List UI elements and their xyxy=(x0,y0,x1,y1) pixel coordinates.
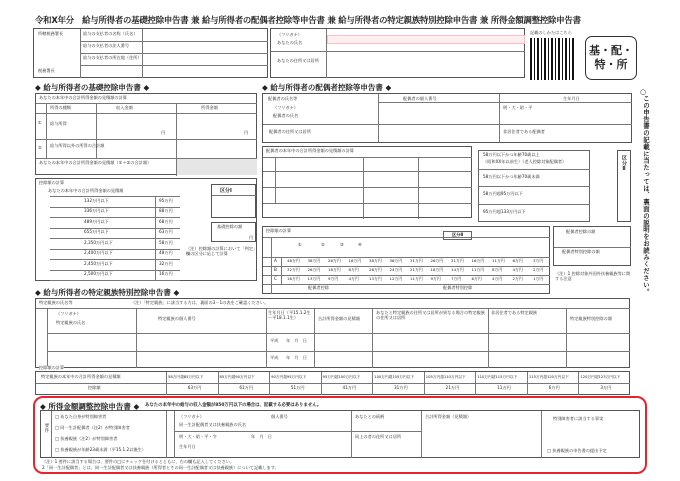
s3-amount-2: 51万円 xyxy=(290,385,305,390)
s3-calc-row2: 控除額 xyxy=(88,385,101,390)
s4-col-address: 同上の者の住所又は居所 xyxy=(355,434,402,439)
s4-opt4: 扶養親族が年齢23歳未満（平15.1.2以後生） xyxy=(60,447,146,452)
s3-amount-3: 41万円 xyxy=(342,385,357,390)
s2-cell-vc-3: 4万円 xyxy=(348,276,359,281)
s1-a2: 88万円 xyxy=(159,208,173,213)
s2-row-c: C xyxy=(274,276,277,281)
s1-kubun-box xyxy=(211,184,256,218)
s4-col-birth: 生年月日 xyxy=(179,444,196,449)
s3-divider-4 xyxy=(372,372,373,395)
s4-heading-text: 所得金額調整控除申告書 xyxy=(48,402,131,411)
s2-deduction-calc: 控除額の計算 xyxy=(266,228,292,233)
s2-heading-text: 給与所得者の配偶者控除等申告書 xyxy=(270,83,383,92)
s2-cell-vc-6: 11万円 xyxy=(410,276,423,281)
s3-furigana: （フリガナ） xyxy=(56,311,81,316)
s3-name-hint: （注）「特定親族」に該当する方は、裏面の3－1の表をご確認ください。 xyxy=(131,300,269,305)
s3-ymd-1: 年 月 日 xyxy=(286,338,307,343)
s1-k3: 489万円以下 xyxy=(84,219,109,224)
s2-deduction-row: 配偶者控除 xyxy=(308,285,329,290)
s1-deduction-calc: 控除額の計算 xyxy=(39,180,65,185)
s3-estimate: 合計所得金額の見積額 xyxy=(318,316,360,321)
s3-divider-6 xyxy=(475,372,476,395)
s2-cell-va-11: 6万円 xyxy=(512,258,523,263)
s2-cell-vc-2: 9万円 xyxy=(328,276,339,281)
s1-a5: 58万円 xyxy=(159,240,173,245)
s2-spouse-name-label: 配偶者の氏名 xyxy=(273,113,299,118)
s2-cell-vc-12: 1万円 xyxy=(533,276,544,281)
s3-era-2: 平成 xyxy=(270,355,279,360)
s3-range-0: 58万円超85万円以下 xyxy=(168,375,204,379)
s1-k2: 336万円以下 xyxy=(84,208,109,213)
s2-r4: 95万円超133万円以下 xyxy=(483,209,526,214)
s2-kubun2-label: 区分Ⅱ xyxy=(443,231,472,240)
s3-ymd-2: 年 月 日 xyxy=(286,355,307,360)
s1-k1: 132万円以下 xyxy=(84,198,109,203)
s3-relative-number: 特定親族の個人番号 xyxy=(158,316,196,321)
s4-opt4-row[interactable]: □ 扶養親族が年齢23歳未満（平15.1.2以後生） xyxy=(55,447,146,452)
s1-a6: 48万円 xyxy=(159,250,173,255)
s1-deduction-box xyxy=(35,178,257,281)
s2-cell-vb-10: 8万円 xyxy=(492,267,503,272)
s2-cell-va-3: 16万円 xyxy=(348,258,362,263)
s4-opt2: 同一生計配偶者（注2）が特別障害者 xyxy=(60,425,130,430)
s2-cell-vb-2: 18万円 xyxy=(328,267,341,272)
s2-cell-vb-11: 4万円 xyxy=(512,267,523,272)
s4-ymd: 年 月 日 xyxy=(251,434,272,439)
s2-cell-va-8: 21万円 xyxy=(451,258,464,263)
s1-kubun-note: （注）控除額の計算において「判定」欄の区分に応じて計算 xyxy=(186,246,256,256)
s2-cell-vb-8: 14万円 xyxy=(451,267,464,272)
s3-divider-1 xyxy=(218,372,219,395)
s3-amount-4: 31万円 xyxy=(394,385,408,390)
s2-cell-va-6: 31万円 xyxy=(410,258,423,263)
s4-chk-right: 扶養親族の申告書の提出予定 xyxy=(552,448,607,453)
s3-divider-7 xyxy=(527,372,528,395)
s2-cell-va-2: 26万円 xyxy=(328,258,341,263)
s1-income-calc: あなたの本年中の合計所得金額の見積額の計算 xyxy=(39,95,127,100)
s3-range-2: 90万円超95万円以下 xyxy=(271,375,307,379)
s4-chk-right-row[interactable]: □ 扶養親族の申告書の提出予定 xyxy=(547,448,607,453)
s1-k8: 2,500万円以下 xyxy=(84,271,113,276)
s3-amount-6: 11万円 xyxy=(497,385,511,390)
s2-cell-va-7: 26万円 xyxy=(430,258,444,263)
s1-k7: 2,450万円以下 xyxy=(84,261,113,266)
s4-subheading: あなたの本年中の給与の収入金額が850万円以下の場合は、記載する必要はありません。 xyxy=(145,403,322,408)
s1-row2-num: ② xyxy=(38,145,42,150)
s2-special-row: 配偶者特別控除 xyxy=(443,285,473,290)
s1-col-shotoku: 所得金額 xyxy=(201,105,218,110)
s2-cell-va-1: 38万円 xyxy=(307,258,321,263)
s3-name-label: 特定親族の氏名等 xyxy=(39,300,73,305)
s4-opt1-row[interactable]: □ あなた自身が特別障害者 xyxy=(55,414,107,419)
s1-heading-text: 給与所得者の基礎控除申告書 xyxy=(43,83,141,92)
s4-note1: （注）1 要件に該当する場合は、要件の□にチェックを付けるとともに、右の欄も記入してください。 xyxy=(42,459,235,464)
s1-basic-yen: 円 xyxy=(249,235,254,240)
self-block xyxy=(270,28,525,78)
s2-cell-vb-4: 26万円 xyxy=(369,267,382,272)
s2-spouse-number: 配偶者の個人番号 xyxy=(403,96,437,101)
s4-opt1: あなた自身が特別障害者 xyxy=(60,414,107,419)
s1-income-box xyxy=(35,93,257,175)
payer-address-label: 給与の支払者の所在地（住所） xyxy=(83,55,142,60)
s3-heading: ◆ 給与所得者の特定親族特別控除申告書 ◆ xyxy=(35,288,180,297)
s1-kubun: 区分Ⅰ xyxy=(220,188,232,194)
s2-cell-vc-5: 12万円 xyxy=(389,276,403,281)
s2-cell-va-5: 36万円 xyxy=(389,258,403,263)
s2-hdr2: ② xyxy=(321,242,325,247)
s3-divider-2 xyxy=(269,372,270,395)
s2-deduction-box xyxy=(262,226,550,294)
office-suffix: 税務署長 xyxy=(38,68,55,73)
s3-range-6: 110万円超115万円以下 xyxy=(477,375,518,379)
s3-address: あなたと特定親族の住所又は居所が異なる場合の特定親族の住所又は居所 xyxy=(376,310,485,320)
s2-cell-vb-7: 18万円 xyxy=(430,267,444,272)
s2-address-label: 配偶者の住所又は居所 xyxy=(269,129,311,134)
s2-cell-vc-0: 16万円 xyxy=(287,276,300,281)
s2-cell-vb-12: 2万円 xyxy=(533,267,544,272)
s2-cell-vc-1: 13万円 xyxy=(307,276,321,281)
side-note: この申告書の記載に当たっては、裏面の説明をお読みください。 xyxy=(642,95,650,296)
s3-range-4: 100万円超105万円以下 xyxy=(374,375,415,379)
s2-r2: 58万円以下かつ年齢70歳未満 xyxy=(483,174,540,179)
s2-cell-vb-0: 32万円 xyxy=(287,267,300,272)
s3-calc-box xyxy=(35,365,630,395)
s3-amount-0: 63万円 xyxy=(187,385,202,390)
s2-furigana: （フリガナ） xyxy=(273,105,298,110)
s2-judge-table xyxy=(478,150,588,222)
s4-col-relationship: あなたとの続柄 xyxy=(355,414,385,419)
s2-hdr3: ③ xyxy=(340,242,344,247)
s3-calc-label: 特定親族の本年中の合計所得金額の見積額 xyxy=(41,374,121,379)
s3-box xyxy=(35,298,630,368)
s1-k6: 2,400万円以下 xyxy=(84,250,113,255)
s2-spouse-box xyxy=(262,93,632,143)
s2-row-b: B xyxy=(274,267,277,272)
s2-income-box xyxy=(262,146,472,218)
form-title: 令和X年分 給与所得者の基礎控除申告書 兼 給与所得者の配偶者控除等申告書 兼 給与所得者の特定親族特別控除申告書 兼 所得金額調整控除申告書 xyxy=(35,15,581,25)
s2-kubun: 区分Ⅱ xyxy=(621,155,627,173)
office-label: 所轄税務署長 xyxy=(38,31,64,36)
s3-special-amount: 特定親族特別控除の額 xyxy=(570,316,612,321)
s2-cell-vc-9: 6万円 xyxy=(471,276,482,281)
s1-total-estimate: あなたの本年中の合計所得金額の見積額（①＋②の合計額） xyxy=(39,160,152,165)
s2-heading: ◆ 給与所得者の配偶者控除等申告書 ◆ xyxy=(262,83,392,92)
s3-amount-7: 6万円 xyxy=(548,385,560,390)
s4-special-disability: 特別障害者に該当する事実 xyxy=(553,416,604,421)
s3-nonresident: 非居住者である特定親族 xyxy=(491,310,538,315)
s2-cell-va-4: 38万円 xyxy=(369,258,382,263)
s3-birth: 生年月日（平15.1.2生～平18.1.1生） xyxy=(268,310,311,320)
your-address-label: あなたの住所又は居所 xyxy=(277,58,319,63)
qr-caption: 記載のしかたはこちら xyxy=(530,30,572,35)
s2-note: （注）1 控除対象外国外扶養親族等に関する注意 xyxy=(555,271,631,281)
s3-range-7: 115万円超120万円以下 xyxy=(528,375,569,379)
s3-range-1: 85万円超90万円以下 xyxy=(219,375,255,379)
s3-range-5: 105万円超110万円以下 xyxy=(425,375,466,379)
s3-era-1: 平成 xyxy=(270,338,279,343)
s1-k5: 2,350万円以下 xyxy=(84,240,113,245)
s2-cell-vb-5: 24万円 xyxy=(389,267,403,272)
furigana-label: （フリガナ） xyxy=(277,32,302,37)
payer-number-label: 給与の支払者の法人番号 xyxy=(83,43,130,48)
s1-col-kind: 所得の種類 xyxy=(50,105,71,110)
s2-cell-va-12: 3万円 xyxy=(533,258,544,263)
s1-a1: 95万円 xyxy=(159,198,173,203)
payer-block xyxy=(33,28,268,78)
s4-col-furigana: （フリガナ） xyxy=(179,414,204,419)
s3-amount-1: 61万円 xyxy=(239,385,254,390)
s4-col-number: 個人番号 xyxy=(271,414,288,419)
s2-cell-va-0: 48万円 xyxy=(287,258,300,263)
s2-r1: 58万円以下かつ年齢70歳以上 xyxy=(483,152,540,157)
s3-heading-text: 給与所得者の特定親族特別控除申告書 xyxy=(43,288,171,297)
s3-amount-5: 21万円 xyxy=(445,385,460,390)
s1-heading: ◆ 給与所得者の基礎控除申告書 ◆ xyxy=(35,83,150,92)
your-name-label: あなたの氏名 xyxy=(277,40,303,45)
s1-row1: 給与所得 xyxy=(50,121,67,126)
s1-yen-1: 円 xyxy=(161,130,166,135)
s2-kubun-box xyxy=(617,150,631,222)
s2-r3: 58万円超95万円以下 xyxy=(483,191,523,196)
s2-spouse-name: 配偶者の氏名等 xyxy=(268,96,298,101)
s2-hdr1: ① xyxy=(298,242,302,247)
s2-cell-va-10: 11万円 xyxy=(492,258,505,263)
s2-r1b: （昭和XX年以前生）（老人控除対象配偶者） xyxy=(483,159,567,164)
s3-divider-3 xyxy=(321,372,322,395)
s4-side-label: 要件 xyxy=(44,423,49,433)
s1-a8: 16万円 xyxy=(159,271,173,276)
s3-range-8: 120万円超123万円以下 xyxy=(580,375,621,379)
s4-heading: ◆ 所得金額調整控除申告書 ◆ xyxy=(40,402,140,411)
s2-deduction-grid xyxy=(263,237,550,294)
side-note-bullet-icon: ○ xyxy=(640,88,647,96)
s4-box xyxy=(40,410,640,458)
s3-calc-heading: 控除額の計算 xyxy=(39,365,65,370)
s4-col-income: 合計所得金額（見積額） xyxy=(425,414,472,419)
your-name-field[interactable] xyxy=(327,35,525,44)
s1-yen-2: 円 xyxy=(244,130,249,135)
s1-col-income: 収入金額 xyxy=(116,105,133,110)
s4-note2: 2「同一生計配偶者」とは、同一生計配偶者又は扶養親族（所得者とその同一生計配偶者又は扶養親族）について記載します。 xyxy=(42,465,279,470)
s1-a7: 32万円 xyxy=(159,261,173,266)
s2-special-deduction: 配偶者特別控除の額 xyxy=(562,249,600,254)
s1-a4: 63万円 xyxy=(159,229,173,234)
s2-birth: 生年月日 xyxy=(563,96,580,101)
s3-divider-8 xyxy=(578,372,579,395)
s2-cell-vb-1: 26万円 xyxy=(307,267,321,272)
s1-a3: 68万円 xyxy=(159,219,173,224)
s2-nonresident: 非居住者である配偶者 xyxy=(503,129,545,134)
s3-divider-5 xyxy=(424,372,425,395)
s2-income-calc: 配偶者の本年中の合計所得金額の見積額の計算 xyxy=(266,148,354,153)
s4-era: 明・大・昭・平・令 xyxy=(179,434,217,439)
s2-cell-vb-3: 8万円 xyxy=(348,267,359,272)
s4-opt3-row[interactable]: □ 扶養親族（注2）が特別障害者 xyxy=(55,436,118,441)
s2-cell-vb-6: 21万円 xyxy=(410,267,423,272)
s2-cell-va-9: 16万円 xyxy=(471,258,485,263)
payer-name-label: 給与の支払者の名称（氏名） xyxy=(83,31,138,36)
s1-deduction-table xyxy=(50,196,180,280)
s4-opt2-row[interactable]: □ 同一生計配偶者（注2）が特別障害者 xyxy=(55,425,130,430)
s2-spouse-deduction: 配偶者控除の額 xyxy=(566,229,596,234)
s2-hdr4: ④ xyxy=(358,242,362,247)
s2-result-box xyxy=(553,226,631,266)
s2-cell-vc-11: 2万円 xyxy=(512,276,523,281)
s2-cell-vc-10: 4万円 xyxy=(492,276,503,281)
s2-cell-vb-9: 11万円 xyxy=(471,267,485,272)
s3-range-3: 95万円超100万円以下 xyxy=(322,375,361,379)
s4-opt3: 扶養親族（注2）が特別障害者 xyxy=(60,436,118,441)
s1-basic-box xyxy=(211,222,256,242)
qr-code-icon[interactable] xyxy=(530,38,574,80)
s2-cell-vc-8: 7万円 xyxy=(451,276,462,281)
s2-row-a: A xyxy=(274,258,277,263)
s3-relative-name: 特定親族の氏名 xyxy=(56,320,86,325)
s3-amount-8: 3万円 xyxy=(600,385,612,390)
s1-k4: 655万円以下 xyxy=(84,229,109,234)
s1-basic-deduction: 基礎控除の額 xyxy=(217,224,243,229)
s1-deduction-hint: あなたの本年中の合計所得金額の見積額 xyxy=(48,188,124,193)
form-stamp: 基・配・特・所 xyxy=(585,36,637,80)
s2-cell-vc-7: 9万円 xyxy=(430,276,441,281)
s1-row2: 給与所得以外の所得の合計額 xyxy=(50,143,105,148)
s4-col-name: 同一生計配偶者又は扶養親族の氏名 xyxy=(179,422,247,427)
s1-row1-num: ① xyxy=(38,120,42,125)
s2-era: 明・大・昭・平 xyxy=(503,105,533,110)
s2-cell-vc-4: 13万円 xyxy=(369,276,382,281)
